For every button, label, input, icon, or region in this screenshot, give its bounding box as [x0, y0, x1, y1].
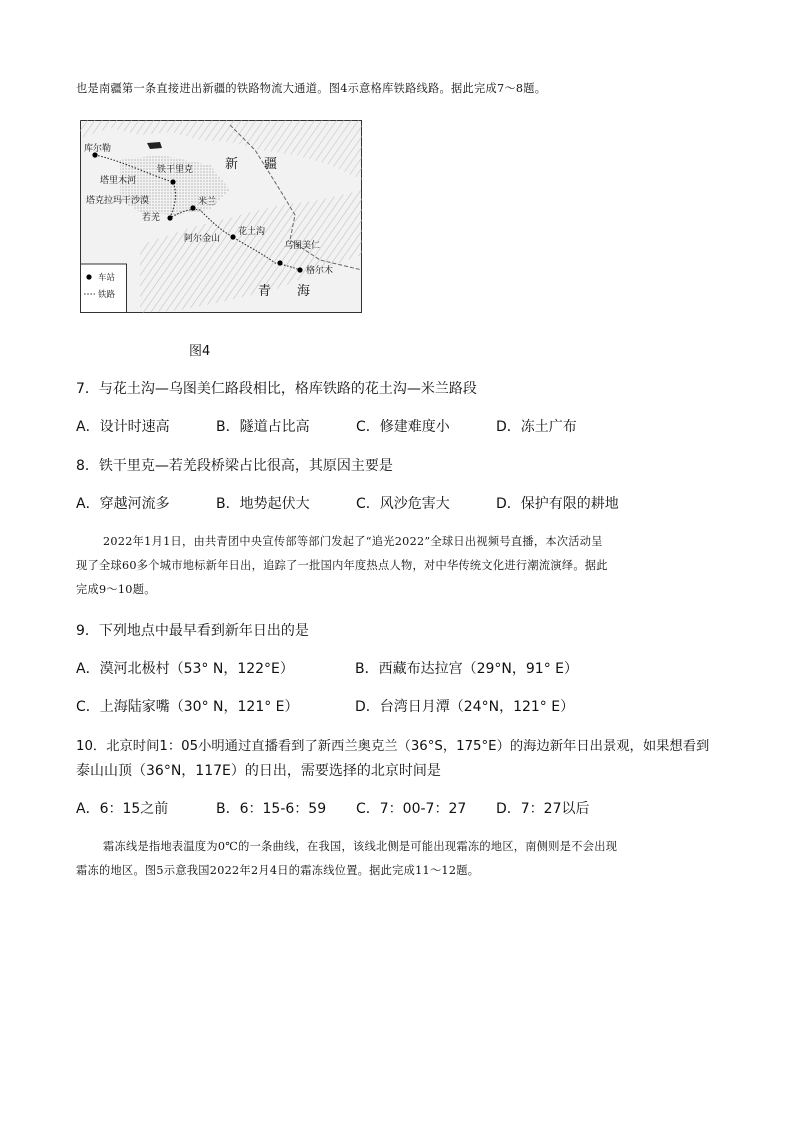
intro-paragraph-3-line-2: 霜冻的地区。图5示意我国2022年2月4日的霜冻线位置。据此完成11～12题。 [76, 864, 480, 877]
legend-railway-label: 铁路 [98, 290, 116, 300]
q7-option-d[interactable]: D．冻土广布 [496, 419, 577, 435]
station-dot-ruoqiang [167, 215, 172, 220]
map-legend [81, 264, 127, 313]
intro-paragraph-2-line-3: 完成9～10题。 [76, 583, 156, 596]
label-aerjin-mountain: 阿尔金山 [184, 234, 221, 244]
railway-map [80, 120, 362, 313]
q8-option-b[interactable]: B．地势起伏大 [216, 496, 310, 512]
intro-paragraph-3-line-1: 霜冻线是指地表温度为0℃的一条曲线，在我国，该线北侧是可能出现霜冻的地区，南侧则是不会出现 [103, 840, 618, 853]
q10-option-b[interactable]: B．6：15-6：59 [216, 801, 327, 817]
q9-option-c[interactable]: C．上海陆家嘴（30° N，121° E） [76, 699, 299, 715]
station-dot-milan [190, 205, 195, 210]
figure-caption: 图4 [189, 344, 211, 359]
q8-option-c[interactable]: C．风沙危害大 [356, 496, 450, 512]
label-geermu: 格尔木 [306, 266, 334, 276]
label-ruoqiang: 若羌 [142, 213, 161, 223]
q9-option-a[interactable]: A．漠河北极村（53° N，122°E） [76, 661, 294, 677]
q8-option-d[interactable]: D．保护有限的耕地 [496, 496, 619, 512]
intro-paragraph-1: 也是南疆第一条直接进出新疆的铁路物流大通道。图4示意格库铁路线路。据此完成7～8题。 [76, 82, 547, 95]
q10-stem-line-1: 10．北京时间1：05小明通过直播看到了新西兰奥克兰（36°S，175°E）的海边新年日出景观，如果想看到 [76, 739, 710, 754]
q8-option-a[interactable]: A．穿越河流多 [76, 496, 170, 512]
q10-option-d[interactable]: D．7：27以后 [496, 801, 590, 817]
q10-option-a[interactable]: A．6：15之前 [76, 801, 169, 817]
q10-stem-line-2: 泰山山顶（36°N，117E）的日出，需要选择的北京时间是 [76, 763, 441, 779]
station-dot-wutumeiren [277, 260, 282, 265]
q9-option-b[interactable]: B．西藏布达拉宫（29°N，91° E） [355, 661, 579, 677]
legend-station-label: 车站 [98, 273, 116, 283]
q8-stem: 8．铁干里克—若羌段桥梁占比很高，其原因主要是 [76, 458, 393, 474]
intro-paragraph-2-line-1: 2022年1月1日，由共青团中央宣传部等部门发起了“追光2022”全球日出视频号直播，本次活动呈 [103, 535, 603, 548]
label-kuerle: 库尔勒 [84, 144, 112, 154]
q10-option-c[interactable]: C．7：00-7：27 [356, 801, 467, 817]
label-qinghai: 青 海 [258, 284, 311, 299]
legend-station-icon [86, 274, 91, 279]
label-huatugou: 花土沟 [238, 227, 266, 237]
q9-option-d[interactable]: D．台湾日月潭（24°N，121° E） [355, 699, 575, 715]
label-taklimakan-desert: 塔克拉玛干沙漠 [86, 196, 150, 206]
q9-stem: 9．下列地点中最早看到新年日出的是 [76, 623, 309, 639]
map-graphic [80, 120, 362, 313]
q7-option-a[interactable]: A．设计时速高 [76, 419, 170, 435]
label-wutumeiren: 乌图美仁 [284, 241, 321, 251]
intro-paragraph-2-line-2: 现了全球60多个城市地标新年日出，追踪了一批国内年度热点人物，对中华传统文化进行潮流演绎。据此 [76, 559, 608, 572]
station-dot-huatugou [230, 234, 235, 239]
q7-stem: 7．与花土沟—乌图美仁路段相比，格库铁路的花土沟—米兰路段 [76, 381, 477, 397]
label-tieganlike: 铁干里克 [157, 165, 194, 175]
q7-option-c[interactable]: C．修建难度小 [356, 419, 450, 435]
label-talimu-river: 塔里木河 [100, 176, 137, 186]
station-dot-tieganlike [170, 179, 175, 184]
q7-option-b[interactable]: B．隧道占比高 [216, 419, 310, 435]
station-dot-geermu [297, 267, 302, 272]
label-milan: 米兰 [198, 197, 217, 207]
label-xinjiang: 新 疆 [225, 157, 278, 172]
